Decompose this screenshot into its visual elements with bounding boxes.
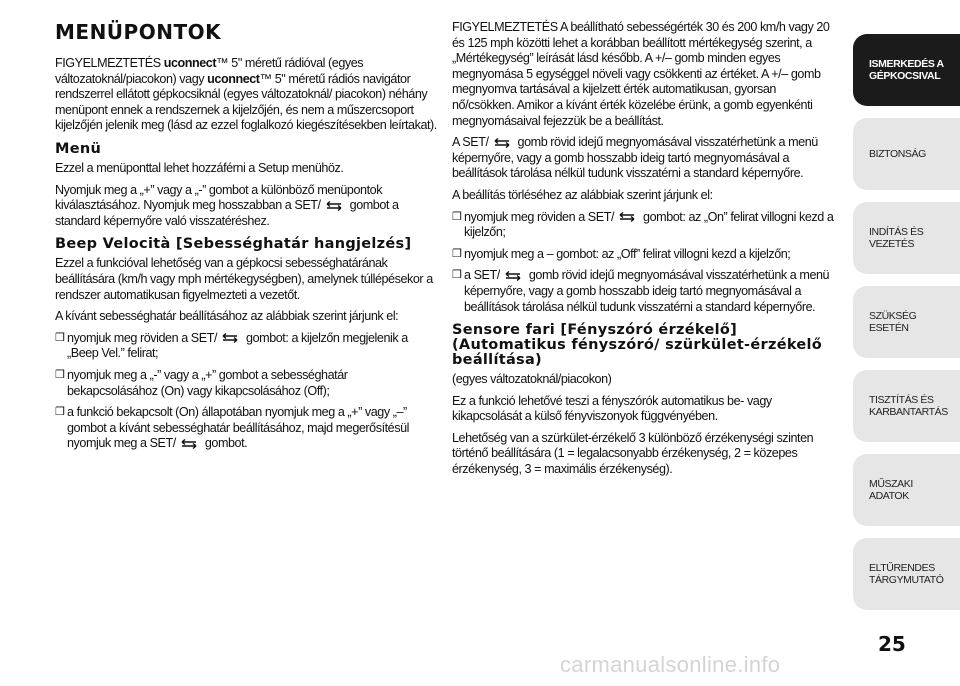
text-span: gombot: az „On” felirat villogni kezd a kijelzőn; (464, 209, 834, 240)
checkbox-bullet-icon: ❒ (55, 331, 65, 344)
text-span: gomb rövid idejű megnyomásával visszatérhetünk a menü képernyőre, vagy a gomb hosszabb ideig tartó megnyomásával a beállítások tárolása nélkül tudunk visszatérni a standard képernyőre. (464, 268, 830, 314)
text-span: a SET/ (464, 268, 500, 283)
beep-paragraph-2: A kívánt sebességhatár beállításához az alábbiak szerint járjunk el: (55, 309, 399, 324)
page-number: 25 (878, 632, 906, 656)
tab-inditas[interactable] (853, 202, 960, 274)
warning-tail: ™ 5" méretű rádiós navigátor rendszerrel ellátott gépkocsiknál (egyes változatoknál/ piacokon) néhány menüpont ennek a rendszernek a kijelzőjén, és nem a műszercsoport kijelzőjén jelenik meg (lásd az ezzel foglalkozó kiegészítésekben leírtakat). (55, 71, 437, 133)
tab-label: ISMERKEDÉS A GÉPKOCSIVAL (869, 58, 944, 82)
text-span: gombot a standard képernyőre való visszatéréshez. (55, 198, 399, 228)
tab-label: BIZTONSÁG (869, 148, 926, 160)
tab-label: MŰSZAKI ADATOK (869, 478, 913, 502)
delete-intro: A beállítás törléséhez az alábbiak szerint járjunk el: (452, 187, 713, 202)
list-item-text (67, 331, 440, 362)
tab-label: ELTŰRENDES TÁRGYMUTATÓ (869, 562, 944, 586)
list-item (55, 368, 440, 399)
text-span: gomb rövid idejű megnyomásával visszatérhetünk a menü képernyőre, vagy a gomb hosszabb ideig tartó megnyomásával a beállítások tárolása nélkül tudunk visszatérni a standard képernyőre. (452, 135, 818, 181)
checkbox-bullet-icon: ❒ (452, 247, 462, 260)
checkbox-bullet-icon: ❒ (55, 368, 65, 381)
return-arrow-icon (491, 138, 513, 148)
list-item-text: nyomjuk meg a „-” vagy a „+” gombot a sebességhatár bekapcsolásához (On) vagy kikapcsolásához (Off); (67, 367, 348, 398)
text-span: gombot. (201, 436, 248, 451)
tab-label: SZÜKSÉG ESETÉN (869, 310, 917, 334)
return-arrow-icon (323, 201, 345, 211)
warning-lead: FIGYELMEZTETÉS (55, 56, 164, 70)
checkbox-bullet-icon: ❒ (452, 210, 462, 223)
return-arrow-icon (502, 271, 524, 281)
left-column (55, 20, 440, 458)
tab-szukseg[interactable] (853, 286, 960, 358)
tab-targymutato[interactable] (853, 538, 960, 610)
chapter-tabs (853, 0, 960, 686)
warning-paragraph (55, 56, 440, 134)
text-span: nyomjuk meg röviden a SET/ (67, 330, 217, 345)
text-span: nyomjuk meg röviden a SET/ (464, 209, 614, 224)
list-item-text (464, 268, 837, 315)
page-title: MENÜPONTOK (55, 20, 222, 44)
list-item-text: nyomjuk meg a – gombot: az „Off” felirat villogni kezd a kijelzőn; (464, 246, 791, 261)
brand-uconnect: uconnect (163, 56, 217, 70)
right-column (452, 20, 837, 484)
list-item (55, 331, 440, 362)
list-item-text (464, 210, 837, 241)
set-paragraph (452, 135, 837, 182)
beep-paragraph-1: Ezzel a funkcióval lehetőség van a gépkocsi sebességhatárának beállítására (km/h vagy mph mértékegységben), amelynek túllépésekor a rendszer automatikusan figyelmezteti a vezetőt. (55, 256, 433, 302)
checkbox-bullet-icon: ❒ (452, 269, 462, 282)
text-span: gombot: a kijelzőn megjelenik a „Beep Vel.” felirat; (67, 330, 408, 361)
list-item-text (67, 405, 440, 452)
brand-uconnect: uconnect (207, 71, 260, 86)
text-span: A SET/ (452, 135, 489, 150)
sensor-subtitle: (egyes változatoknál/piacokon) (452, 372, 612, 387)
list-item (452, 210, 837, 241)
return-arrow-icon (219, 333, 241, 343)
tab-muszaki[interactable] (853, 454, 960, 526)
text-span: Nyomjuk meg a „+” vagy a „-” gombot a különböző menüpontok kiválasztásához. Nyomjuk meg hosszabban a SET/ (55, 182, 383, 213)
speed-limit-note: FIGYELMEZTETÉS A beállítható sebességérték 30 és 200 km/h vagy 20 és 125 mph közötti lehet a korábban beállított mértékegység szerint, a „Mértékegység” leírását lásd később. A +/– gomb minden egyes megnyomása 5 egységgel növeli vagy csökkenti az értéket. A +/– gomb megnyomva tartásával a kijelzett érték automatikusan, gyorsan nő/csökken. Amikor a kívánt érték közelébe érünk, a gomb egyenkénti megnyomásaival fejezzük be a beállítást. (452, 20, 830, 128)
menu-heading: Menü (55, 140, 102, 157)
sensor-paragraph-1: Ez a funkció lehetővé teszi a fényszórók automatikus be- vagy kikapcsolását a külső fényviszonyok függvényében. (452, 393, 772, 424)
list-item (55, 405, 440, 452)
menu-paragraph-2 (55, 183, 440, 230)
text-span: a funkció bekapcsolt (On) állapotában nyomjuk meg a „+” vagy „–” gombot a kívánt sebességhatár beállításához, majd megerősítésül nyomjuk meg a SET/ (67, 405, 409, 451)
return-arrow-icon (178, 439, 200, 449)
list-item (452, 268, 837, 315)
beep-heading: Beep Velocità [Sebességhatár hangjelzés] (55, 236, 412, 253)
tab-tisztitas[interactable] (853, 370, 960, 442)
menu-paragraph-1: Ezzel a menüponttal lehet hozzáférni a Setup menühöz. (55, 160, 344, 175)
watermark: carmanualsonline.info (560, 652, 781, 677)
tab-label: INDÍTÁS ÉS VEZETÉS (869, 226, 924, 250)
tab-label: TISZTÍTÁS ÉS KARBANTARTÁS (869, 394, 948, 418)
return-arrow-icon (616, 212, 638, 222)
list-item (452, 247, 837, 263)
warning-mid: ™ 5" méretű rádióval (egyes változatoknál/piacokon) vagy (55, 56, 364, 86)
checkbox-bullet-icon: ❒ (55, 406, 65, 419)
sensor-heading: Sensore fari [Fényszóró érzékelő] (Automatikus fényszóró/ szürkület-érzékelő beállítása) (452, 322, 823, 369)
sensor-paragraph-2: Lehetőség van a szürkület-érzékelő 3 különböző érzékenységi szinten történő beállítására (1 = legalacsonyabb érzékenység, 2 = közepes érzékenység, 3 = maximális érzékenység). (452, 430, 814, 477)
tab-ismerkedes[interactable] (853, 34, 960, 106)
tab-biztonsag[interactable] (853, 118, 960, 190)
